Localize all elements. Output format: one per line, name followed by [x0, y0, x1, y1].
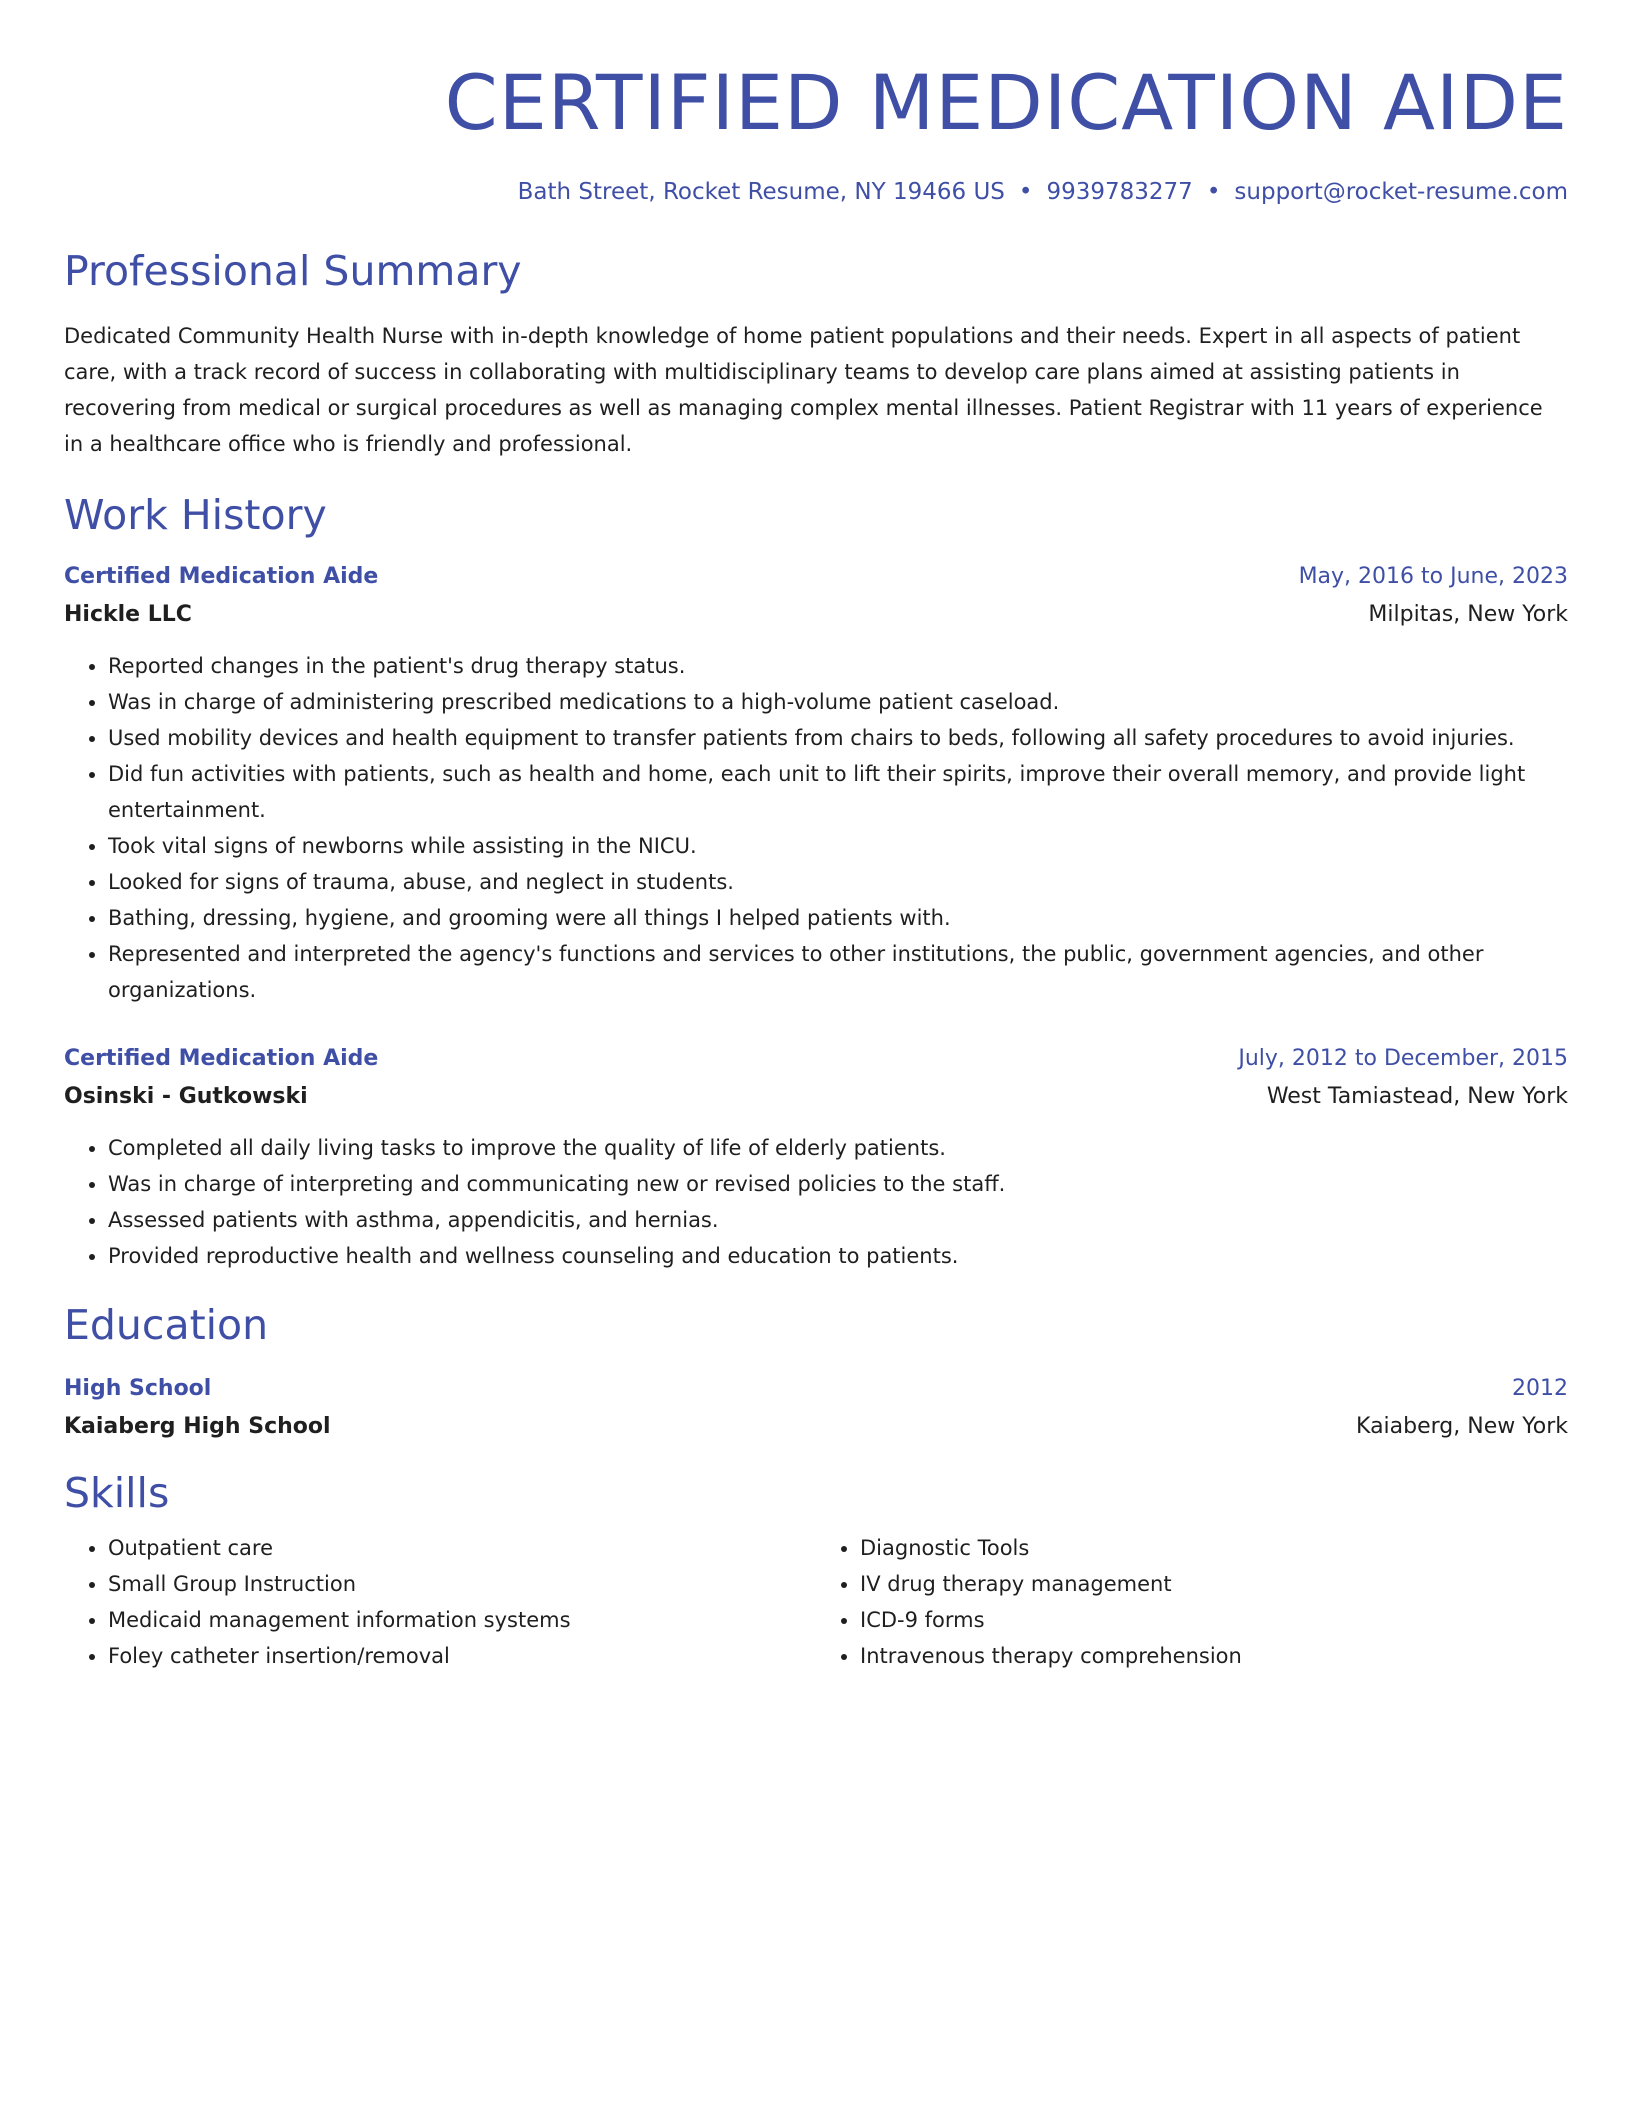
- list-item: • Reported changes in the patient's drug therapy status.: [108, 648, 1568, 684]
- professional-summary-section: [64, 246, 1568, 462]
- list-item: • Was in charge of administering prescribed medications to a high-volume patient caseload.: [108, 684, 1568, 720]
- job-company: Osinski - Gutkowski: [64, 1084, 308, 1109]
- list-item: • Was in charge of interpreting and communicating new or revised policies to the staff.: [108, 1166, 1568, 1202]
- summary-text: Dedicated Community Health Nurse with in-depth knowledge of home patient populations and their needs. Expert in all aspects of patient care, with a track record of success in collaborating with multidisciplinary teams to develop care plans aimed at assisting patients in recovering from medical or surgical procedures as well as managing complex mental illnesses. Patient Registrar with 11 years of experience in a healthcare office who is friendly and professional.: [64, 324, 1543, 456]
- education-heading: Education: [64, 1301, 269, 1349]
- list-item: • Provided reproductive health and wellness counseling and education to patients.: [108, 1238, 1568, 1274]
- job-entry: [64, 1044, 1568, 1274]
- education-subheader: [64, 1412, 1568, 1442]
- job-header: [64, 562, 1568, 592]
- skills-columns: [64, 1530, 1568, 1674]
- contact-phone: 9939783277: [1046, 179, 1193, 205]
- list-item: • Completed all daily living tasks to improve the quality of life of elderly patients.: [108, 1130, 1568, 1166]
- job-header: [64, 1044, 1568, 1074]
- resume-header: [64, 0, 1568, 208]
- skill-item: • Diagnostic Tools: [860, 1530, 1568, 1566]
- contact-email: support@rocket-resume.com: [1234, 179, 1568, 205]
- job-title: Certified Medication Aide: [64, 564, 379, 589]
- education-location: Kaiaberg, New York: [1356, 1414, 1568, 1439]
- list-item: • Looked for signs of trauma, abuse, and neglect in students.: [108, 864, 1568, 900]
- list-item: • Assessed patients with asthma, appendicitis, and hernias.: [108, 1202, 1568, 1238]
- education-degree: High School: [64, 1376, 212, 1401]
- skill-item: • IV drug therapy management: [860, 1566, 1568, 1602]
- job-entry: [64, 562, 1568, 1008]
- education-entry: [64, 1374, 1568, 1442]
- list-item: • Used mobility devices and health equipment to transfer patients from chairs to beds, following all safety procedures to avoid injuries.: [108, 720, 1568, 756]
- job-duties-list: [64, 648, 1568, 1008]
- skill-item: • ICD-9 forms: [860, 1602, 1568, 1638]
- summary-heading: Professional Summary: [64, 247, 522, 295]
- job-duties-list: [64, 1130, 1568, 1274]
- education-header: [64, 1374, 1568, 1404]
- skills-heading: Skills: [64, 1469, 170, 1517]
- work-history-heading: Work History: [64, 491, 327, 539]
- work-history-section: [64, 490, 1568, 1274]
- skill-item: • Outpatient care: [108, 1530, 816, 1566]
- education-school: Kaiaberg High School: [64, 1414, 331, 1439]
- job-dates: May, 2016 to June, 2023: [1298, 564, 1568, 589]
- skill-item: • Intravenous therapy comprehension: [860, 1638, 1568, 1674]
- skill-item: • Medicaid management information systems: [108, 1602, 816, 1638]
- job-company: Hickle LLC: [64, 602, 192, 627]
- skills-list-left: [64, 1530, 816, 1674]
- list-item: • Represented and interpreted the agency's functions and services to other institutions, the public, government agencies, and other organizations.: [108, 936, 1568, 1008]
- contact-address: Bath Street, Rocket Resume, NY 19466 US: [517, 179, 1005, 205]
- job-subheader: [64, 600, 1568, 630]
- job-dates: July, 2012 to December, 2015: [1238, 1046, 1568, 1071]
- list-item: • Did fun activities with patients, such as health and home, each unit to lift their spirits, improve their overall memory, and provide light entertainment.: [108, 756, 1568, 828]
- skill-item: • Small Group Instruction: [108, 1566, 816, 1602]
- education-year: 2012: [1512, 1376, 1568, 1401]
- job-title: Certified Medication Aide: [64, 1046, 379, 1071]
- list-item: • Took vital signs of newborns while assisting in the NICU.: [108, 828, 1568, 864]
- education-section: [64, 1300, 1568, 1442]
- contact-separator: •: [1018, 179, 1033, 205]
- skill-item: • Foley catheter insertion/removal: [108, 1638, 816, 1674]
- skills-list-right: [816, 1530, 1568, 1674]
- job-location: West Tamiastead, New York: [1266, 1084, 1568, 1109]
- contact-line: [64, 176, 1568, 208]
- job-subheader: [64, 1082, 1568, 1112]
- job-location: Milpitas, New York: [1368, 602, 1568, 627]
- list-item: • Bathing, dressing, hygiene, and grooming were all things I helped patients with.: [108, 900, 1568, 936]
- skills-section: [64, 1468, 1568, 1674]
- contact-separator: •: [1206, 179, 1221, 205]
- resume-name: CERTIFIED MEDICATION AIDE: [444, 58, 1568, 147]
